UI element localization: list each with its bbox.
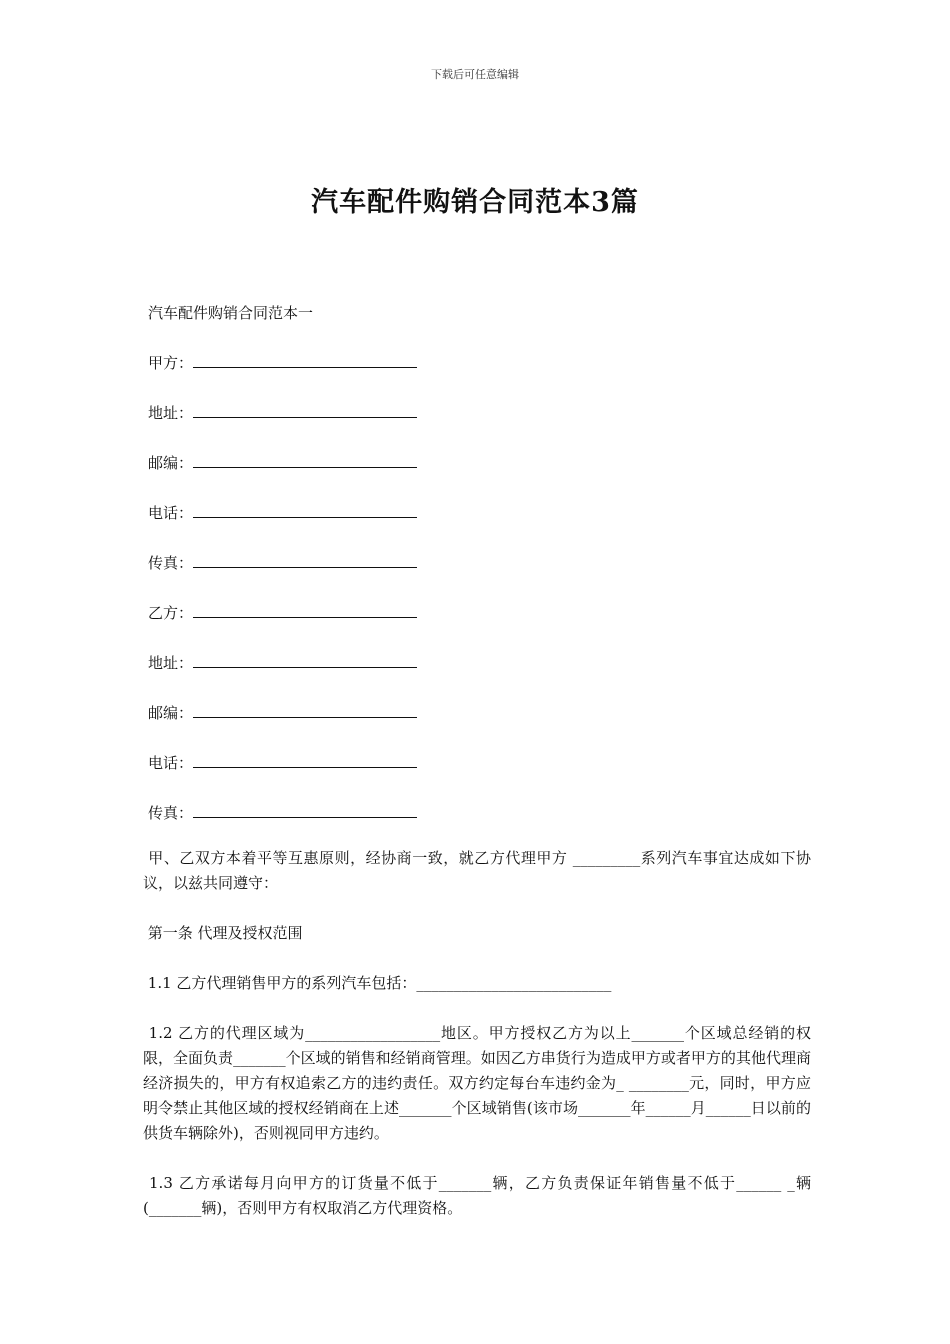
blank-line bbox=[193, 452, 417, 468]
field-label: 邮编： bbox=[148, 454, 194, 472]
field-label: 甲方： bbox=[148, 354, 194, 372]
intro-paragraph bbox=[143, 846, 811, 896]
blank-line bbox=[193, 652, 417, 668]
clause-text: 1.2 乙方的代理区域为__________________地区。甲方授权乙方为以上_______个区域总经销的权限，全面负责_______个区域的销售和经销商管理。如因乙方串货行为造成甲方或者甲方的其他代理商经济损失的，甲方有权追索乙方的违约责任。双方约定每台车违约金为_ ________元，同时，甲方应明令禁止其他区域的授权经销商在上述_______个区域销售(该市场_______年______月______日以前的供货车辆除外)，否则视同甲方违约。 bbox=[143, 1024, 811, 1142]
article-1-title bbox=[143, 921, 811, 946]
clause-1-3 bbox=[143, 1171, 811, 1221]
field-label: 地址： bbox=[148, 404, 194, 422]
party-b-fax-field bbox=[148, 802, 417, 823]
field-label: 电话： bbox=[148, 754, 194, 772]
clause-1-2 bbox=[143, 1021, 811, 1146]
blank-line bbox=[193, 752, 417, 768]
intro-text: 甲、乙双方本着平等互惠原则，经协商一致，就乙方代理甲方 _________系列汽车事宜达成如下协议，以兹共同遵守： bbox=[143, 849, 811, 892]
blank-line bbox=[193, 352, 417, 368]
blank-line bbox=[193, 502, 417, 518]
party-b-name-field bbox=[148, 602, 417, 623]
field-label: 地址： bbox=[148, 654, 194, 672]
field-label: 邮编： bbox=[148, 704, 194, 722]
party-a-address-field bbox=[148, 402, 417, 423]
clause-text: 1.3 乙方承诺每月向甲方的订货量不低于_______辆，乙方负责保证年销售量不低于______ _辆(_______辆)，否则甲方有权取消乙方代理资格。 bbox=[143, 1174, 811, 1217]
article-title-text: 第一条 代理及授权范围 bbox=[143, 924, 303, 942]
party-a-fax-field bbox=[148, 552, 417, 573]
page-header-note: 下载后可任意编辑 bbox=[431, 68, 519, 81]
blank-line bbox=[193, 702, 417, 718]
party-a-name-field bbox=[148, 352, 417, 373]
clause-text: 1.1 乙方代理销售甲方的系列汽车包括：__________________________ bbox=[143, 974, 612, 992]
clause-1-1 bbox=[143, 971, 811, 996]
document-title: 汽车配件购销合同范本3篇 bbox=[311, 187, 639, 218]
field-label: 传真： bbox=[148, 554, 194, 572]
party-a-phone-field bbox=[148, 502, 417, 523]
party-b-phone-field bbox=[148, 752, 417, 773]
field-label: 乙方： bbox=[148, 604, 194, 622]
blank-line bbox=[193, 602, 417, 618]
field-label: 电话： bbox=[148, 504, 194, 522]
section-title: 汽车配件购销合同范本一 bbox=[148, 304, 314, 322]
party-b-postcode-field bbox=[148, 702, 417, 723]
field-label: 传真： bbox=[148, 804, 194, 822]
party-b-address-field bbox=[148, 652, 417, 673]
party-a-postcode-field bbox=[148, 452, 417, 473]
blank-line bbox=[193, 402, 417, 418]
blank-line bbox=[193, 552, 417, 568]
blank-line bbox=[193, 802, 417, 818]
